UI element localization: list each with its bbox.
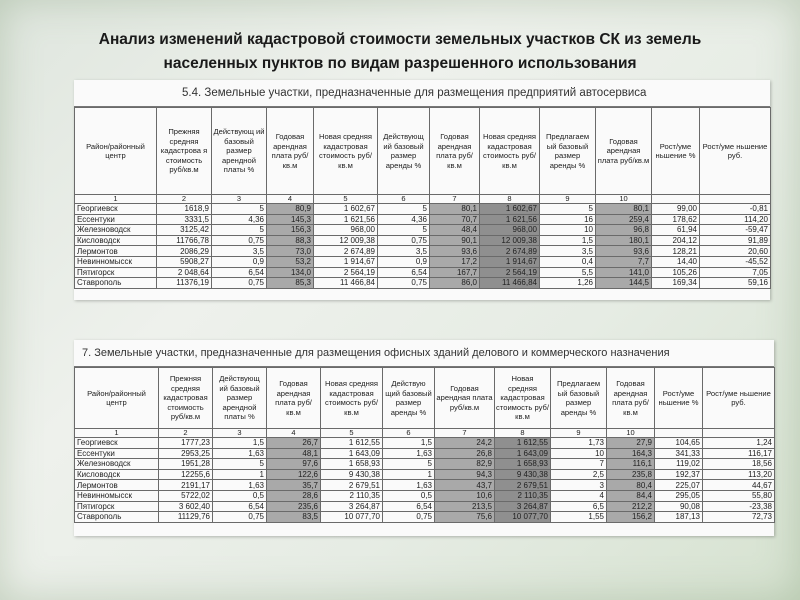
district-name: Георгиевск — [75, 438, 159, 449]
table-cell: 192,37 — [655, 469, 703, 480]
table-cell: 0,75 — [212, 235, 267, 246]
table-cell: 2 564,19 — [480, 267, 540, 278]
table-cell: 5908,27 — [157, 256, 212, 267]
table-cell: 96,8 — [596, 225, 652, 236]
column-header: Рост/уме ньшение руб. — [703, 368, 775, 429]
table-caption: 5.4. Земельные участки, предназначенные для размещения предприятий автосервиса — [74, 80, 770, 107]
district-name: Ставрополь — [75, 512, 159, 523]
table-cell: 968,00 — [314, 225, 378, 236]
table-cell: -59,47 — [700, 225, 771, 236]
column-number — [700, 195, 771, 204]
table-cell: 86,0 — [430, 278, 480, 289]
table-cell: 24,2 — [435, 438, 495, 449]
table-cell: 204,12 — [652, 235, 700, 246]
table-cell: 10,6 — [435, 490, 495, 501]
table-cell: 10 077,70 — [321, 512, 383, 523]
table-cell: 72,73 — [703, 512, 775, 523]
table-cell: 1,63 — [383, 480, 435, 491]
district-name: Кисловодск — [75, 469, 159, 480]
table-cell: 225,07 — [655, 480, 703, 491]
table-cell: 16 — [540, 214, 596, 225]
table-cell: 10 077,70 — [495, 512, 551, 523]
table-cell: 167,7 — [430, 267, 480, 278]
district-name: Пятигорск — [75, 501, 159, 512]
table-cell: 1 — [213, 469, 267, 480]
table-cell: 2 674,89 — [314, 246, 378, 257]
table-cell: 105,26 — [652, 267, 700, 278]
data-table — [74, 107, 771, 289]
table-cell: -0,81 — [700, 204, 771, 215]
column-header: Годовая арендная плата руб/кв.м — [596, 108, 652, 195]
table-cell: 11129,76 — [159, 512, 213, 523]
table-cell: 1 602,67 — [480, 204, 540, 215]
table-cell: 6,54 — [383, 501, 435, 512]
table-cell: 4,36 — [212, 214, 267, 225]
table-cell: 11 466,84 — [314, 278, 378, 289]
table-cell: 0,4 — [540, 256, 596, 267]
column-number: 7 — [435, 429, 495, 438]
table-cell: 3,5 — [540, 246, 596, 257]
table-cell: 0,9 — [212, 256, 267, 267]
table-cell: 80,1 — [596, 204, 652, 215]
table-cell: 169,34 — [652, 278, 700, 289]
table-cell: 61,94 — [652, 225, 700, 236]
table-cell: 1,24 — [703, 438, 775, 449]
table-cell: 9 430,38 — [321, 469, 383, 480]
district-name: Ставрополь — [75, 278, 157, 289]
table-cell: 59,16 — [700, 278, 771, 289]
table-cell: 3 — [551, 480, 607, 491]
table-cell: 104,65 — [655, 438, 703, 449]
table-cell: 82,9 — [435, 459, 495, 470]
column-header: Прежняя средняя кадастровая стоимость руб/кв.м — [159, 368, 213, 429]
table-cell: 1 612,55 — [495, 438, 551, 449]
table-cell: 2953,25 — [159, 448, 213, 459]
table-cell: 1 914,67 — [480, 256, 540, 267]
table-cell: 2086,29 — [157, 246, 212, 257]
column-number: 1 — [75, 429, 159, 438]
district-name: Невинномысск — [75, 256, 157, 267]
column-header: Новая средняя кадастровая стоимость руб/кв.м — [495, 368, 551, 429]
table-row — [75, 246, 771, 257]
column-header: Действую щий базовый размер аренды % — [383, 368, 435, 429]
column-number: 8 — [495, 429, 551, 438]
table-cell: 0,5 — [383, 490, 435, 501]
table-cell: 35,7 — [267, 480, 321, 491]
header-row — [75, 108, 771, 195]
table-cell: 80,9 — [267, 204, 314, 215]
table-cell: 97,6 — [267, 459, 321, 470]
table-cell: 12255,6 — [159, 469, 213, 480]
table-cell: 93,6 — [596, 246, 652, 257]
slide-title-line-2: населенных пунктов по видам разрешенного использования — [163, 55, 637, 72]
column-header: Годовая арендная плата руб/кв.м — [267, 108, 314, 195]
column-number: 2 — [159, 429, 213, 438]
table-cell: 1 914,67 — [314, 256, 378, 267]
table-cell: 55,80 — [703, 490, 775, 501]
table-cell: 28,6 — [267, 490, 321, 501]
table-cell: 12 009,38 — [480, 235, 540, 246]
table-card-office — [74, 340, 774, 536]
column-header: Рост/уме ньшение % — [655, 368, 703, 429]
column-header: Новая средняя кадастровая стоимость руб/кв.м — [321, 368, 383, 429]
column-number — [655, 429, 703, 438]
table-cell: 1 612,55 — [321, 438, 383, 449]
table-row — [75, 225, 771, 236]
table-cell: 1 643,09 — [495, 448, 551, 459]
column-number: 4 — [267, 429, 321, 438]
table-cell: 1,5 — [213, 438, 267, 449]
table-cell: 187,13 — [655, 512, 703, 523]
column-number: 5 — [321, 429, 383, 438]
table-cell: 7 — [551, 459, 607, 470]
table-cell: 2 564,19 — [314, 267, 378, 278]
table-cell: 0,5 — [213, 490, 267, 501]
table-cell: -45,52 — [700, 256, 771, 267]
column-number: 2 — [157, 195, 212, 204]
table-cell: 85,3 — [267, 278, 314, 289]
table-cell: 145,3 — [267, 214, 314, 225]
table-row — [75, 501, 775, 512]
table-cell: 144,5 — [596, 278, 652, 289]
table-cell: 5722,02 — [159, 490, 213, 501]
table-cell: 26,8 — [435, 448, 495, 459]
table-cell: 84,4 — [607, 490, 655, 501]
table-cell: 53,2 — [267, 256, 314, 267]
table-cell: 1,73 — [551, 438, 607, 449]
table-cell: 11376,19 — [157, 278, 212, 289]
column-header: Рост/уме ньшение руб. — [700, 108, 771, 195]
table-cell: 99,00 — [652, 204, 700, 215]
table-cell: 0,75 — [378, 235, 430, 246]
column-header: Годовая арендная плата руб/кв.м — [267, 368, 321, 429]
table-cell: 14,40 — [652, 256, 700, 267]
column-header: Новая средняя кадастровая стоимость руб/кв.м — [314, 108, 378, 195]
table-row — [75, 204, 771, 215]
column-number: 6 — [378, 195, 430, 204]
district-name: Железноводск — [75, 459, 159, 470]
column-number: 3 — [212, 195, 267, 204]
table-card-autoservice — [74, 80, 770, 300]
table-cell: 114,20 — [700, 214, 771, 225]
table-cell: 44,67 — [703, 480, 775, 491]
table-cell: 2 110,35 — [495, 490, 551, 501]
column-header: Годовая арендная плата руб/кв.м — [430, 108, 480, 195]
table-cell: 0,75 — [213, 512, 267, 523]
table-cell: 3,5 — [378, 246, 430, 257]
table-cell: 212,2 — [607, 501, 655, 512]
table-cell: 128,21 — [652, 246, 700, 257]
table-cell: 12 009,38 — [314, 235, 378, 246]
column-header: Действующ ий базовый размер аренды % — [378, 108, 430, 195]
table-cell: 43,7 — [435, 480, 495, 491]
table-cell: 1 658,93 — [495, 459, 551, 470]
column-header: Действующ ий базовый размер арендной платы % — [213, 368, 267, 429]
table-cell: 235,8 — [607, 469, 655, 480]
table-cell: 1 621,56 — [314, 214, 378, 225]
column-number: 1 — [75, 195, 157, 204]
table-cell: 1,26 — [540, 278, 596, 289]
district-name: Кисловодск — [75, 235, 157, 246]
table-row — [75, 256, 771, 267]
column-header: Действующ ий базовый размер арендной платы % — [212, 108, 267, 195]
header-row — [75, 368, 775, 429]
table-cell: 180,1 — [596, 235, 652, 246]
table-cell: 88,3 — [267, 235, 314, 246]
table-cell: 26,7 — [267, 438, 321, 449]
table-cell: 10 — [551, 448, 607, 459]
table-cell: 164,3 — [607, 448, 655, 459]
table-cell: 5 — [378, 204, 430, 215]
table-cell: 1 602,67 — [314, 204, 378, 215]
table-cell: 178,62 — [652, 214, 700, 225]
slide-title-line-1: Анализ изменений кадастровой стоимости земельных участков СК из земель — [98, 31, 702, 48]
column-number: 9 — [551, 429, 607, 438]
table-cell: 134,0 — [267, 267, 314, 278]
table-cell: 2 048,64 — [157, 267, 212, 278]
table-cell: 1951,28 — [159, 459, 213, 470]
table-row — [75, 448, 775, 459]
table-cell: 9 430,38 — [495, 469, 551, 480]
table-cell: 90,1 — [430, 235, 480, 246]
table-cell: 5 — [212, 225, 267, 236]
table-cell: 6,54 — [212, 267, 267, 278]
table-cell: 73,0 — [267, 246, 314, 257]
table-cell: 1,5 — [540, 235, 596, 246]
table-row — [75, 480, 775, 491]
table-cell: 94,3 — [435, 469, 495, 480]
table-cell: 1,63 — [213, 448, 267, 459]
table-cell: 93,6 — [430, 246, 480, 257]
table-cell: 1 — [383, 469, 435, 480]
table-cell: 2 674,89 — [480, 246, 540, 257]
table-cell: 295,05 — [655, 490, 703, 501]
table-cell: 1 621,56 — [480, 214, 540, 225]
column-number: 3 — [213, 429, 267, 438]
table-cell: 6,5 — [551, 501, 607, 512]
table-cell: 116,17 — [703, 448, 775, 459]
table-cell: 968,00 — [480, 225, 540, 236]
table-cell: 2 679,51 — [321, 480, 383, 491]
table-cell: 48,1 — [267, 448, 321, 459]
district-name: Лермонтов — [75, 246, 157, 257]
table-cell: 1,63 — [383, 448, 435, 459]
table-row — [75, 459, 775, 470]
column-number: 5 — [314, 195, 378, 204]
column-header: Рост/уме ньшение % — [652, 108, 700, 195]
table-cell: 0,75 — [212, 278, 267, 289]
table-cell: 3 602,40 — [159, 501, 213, 512]
table-cell: 1,63 — [213, 480, 267, 491]
table-cell: 3125,42 — [157, 225, 212, 236]
table-cell: 2,5 — [551, 469, 607, 480]
table-cell: 1 643,09 — [321, 448, 383, 459]
table-cell: 0,9 — [378, 256, 430, 267]
column-number: 9 — [540, 195, 596, 204]
column-number: 8 — [480, 195, 540, 204]
table-cell: 5 — [213, 459, 267, 470]
table-cell: 4 — [551, 490, 607, 501]
column-number — [652, 195, 700, 204]
table-row — [75, 235, 771, 246]
table-cell: 5 — [540, 204, 596, 215]
table-cell: 0,75 — [383, 512, 435, 523]
column-number: 6 — [383, 429, 435, 438]
table-row — [75, 267, 771, 278]
table-cell: 156,3 — [267, 225, 314, 236]
slide-title — [30, 28, 770, 76]
table-cell: 5 — [212, 204, 267, 215]
column-header: Прежняя средняя кадастрова я стоимость руб/кв.м — [157, 108, 212, 195]
column-header: Район/районный центр — [75, 108, 157, 195]
table-cell: 18,56 — [703, 459, 775, 470]
table-cell: 1 658,93 — [321, 459, 383, 470]
table-cell: 5 — [383, 459, 435, 470]
table-cell: 116,1 — [607, 459, 655, 470]
table-row — [75, 469, 775, 480]
district-name: Лермонтов — [75, 480, 159, 491]
table-cell: 48,4 — [430, 225, 480, 236]
table-cell: 2191,17 — [159, 480, 213, 491]
table-cell: 3 264,87 — [321, 501, 383, 512]
column-header: Годовая арендная плата руб/кв.м — [607, 368, 655, 429]
table-cell: 80,1 — [430, 204, 480, 215]
table-cell: 10 — [540, 225, 596, 236]
table-row — [75, 438, 775, 449]
table-cell: 11 466,84 — [480, 278, 540, 289]
table-cell: 91,89 — [700, 235, 771, 246]
table-cell: 235,6 — [267, 501, 321, 512]
table-row — [75, 512, 775, 523]
table-cell: 17,2 — [430, 256, 480, 267]
table-cell: 90,08 — [655, 501, 703, 512]
table-row — [75, 214, 771, 225]
table-cell: 2 110,35 — [321, 490, 383, 501]
table-cell: 113,20 — [703, 469, 775, 480]
table-caption: 7. Земельные участки, предназначенные для размещения офисных зданий делового и коммерческого назначения — [74, 340, 774, 367]
table-cell: 156,2 — [607, 512, 655, 523]
column-number: 7 — [430, 195, 480, 204]
table-cell: 4,36 — [378, 214, 430, 225]
table-cell: 119,02 — [655, 459, 703, 470]
table-cell: 141,0 — [596, 267, 652, 278]
column-number-row — [75, 195, 771, 204]
district-name: Пятигорск — [75, 267, 157, 278]
table-cell: 213,5 — [435, 501, 495, 512]
table-cell: 122,6 — [267, 469, 321, 480]
column-number-row — [75, 429, 775, 438]
table-cell: 1777,23 — [159, 438, 213, 449]
column-number — [703, 429, 775, 438]
table-cell: 70,7 — [430, 214, 480, 225]
column-number: 10 — [596, 195, 652, 204]
column-number: 10 — [607, 429, 655, 438]
table-cell: 3331,5 — [157, 214, 212, 225]
district-name: Ессентуки — [75, 214, 157, 225]
table-cell: 6,54 — [213, 501, 267, 512]
table-cell: 3,5 — [212, 246, 267, 257]
district-name: Ессентуки — [75, 448, 159, 459]
table-cell: 83,5 — [267, 512, 321, 523]
district-name: Железноводск — [75, 225, 157, 236]
table-cell: -23,38 — [703, 501, 775, 512]
table-cell: 80,4 — [607, 480, 655, 491]
column-header: Район/районный центр — [75, 368, 159, 429]
table-cell: 341,33 — [655, 448, 703, 459]
table-row — [75, 278, 771, 289]
table-cell: 3 264,87 — [495, 501, 551, 512]
table-cell: 11766,78 — [157, 235, 212, 246]
district-name: Георгиевск — [75, 204, 157, 215]
table-cell: 75,6 — [435, 512, 495, 523]
table-cell: 1,55 — [551, 512, 607, 523]
table-cell: 259,4 — [596, 214, 652, 225]
table-cell: 7,05 — [700, 267, 771, 278]
table-cell: 6,54 — [378, 267, 430, 278]
table-cell: 1618,9 — [157, 204, 212, 215]
table-cell: 27,9 — [607, 438, 655, 449]
table-cell: 1,5 — [383, 438, 435, 449]
table-cell: 7,7 — [596, 256, 652, 267]
table-cell: 5 — [378, 225, 430, 236]
data-table — [74, 367, 775, 523]
table-row — [75, 490, 775, 501]
table-cell: 5,5 — [540, 267, 596, 278]
table-cell: 0,75 — [378, 278, 430, 289]
column-header: Предлагаем ый базовый размер аренды % — [540, 108, 596, 195]
column-header: Годовая арендная плата руб/кв.м — [435, 368, 495, 429]
table-cell: 20,60 — [700, 246, 771, 257]
column-header: Предлагаем ый базовый размер аренды % — [551, 368, 607, 429]
district-name: Невинномысск — [75, 490, 159, 501]
column-header: Новая средняя кадастровая стоимость руб/кв.м — [480, 108, 540, 195]
column-number: 4 — [267, 195, 314, 204]
table-cell: 2 679,51 — [495, 480, 551, 491]
